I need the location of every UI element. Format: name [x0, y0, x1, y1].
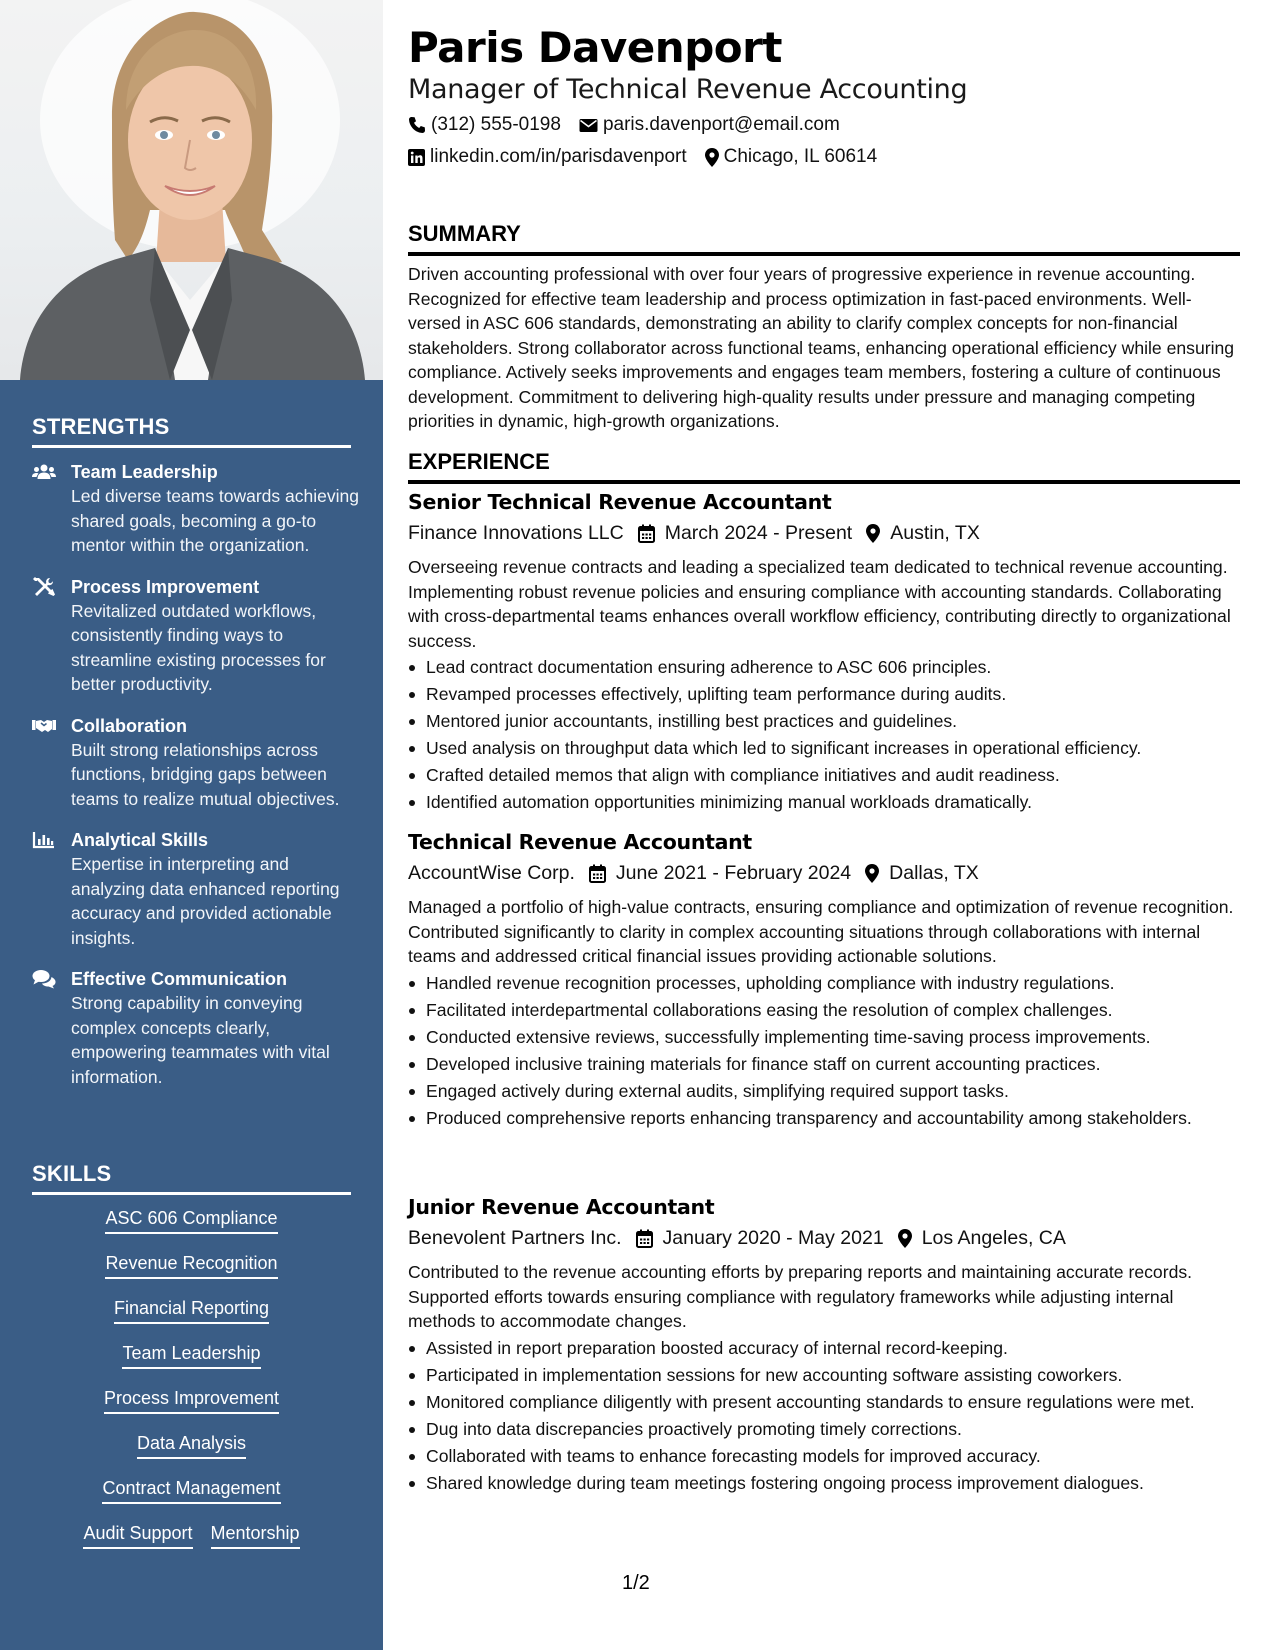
skill-tag: Team Leadership	[122, 1342, 260, 1369]
list-item: Lead contract documentation ensuring adherence to ASC 606 principles.	[408, 655, 1240, 680]
strength-description: Built strong relationships across functions, bridging gaps between teams to realize mutual objectives.	[71, 739, 340, 809]
list-item: Conducted extensive reviews, successfully implementing time-saving process improvements.	[408, 1025, 1240, 1050]
strength-description: Led diverse teams towards achieving shared goals, becoming a go-to mentor within the organization.	[71, 486, 359, 555]
job-location-text: Dallas, TX	[889, 862, 979, 884]
list-item: Collaborated with teams to enhance forecasting models for improved accuracy.	[408, 1444, 1240, 1469]
job-location-text: Los Angeles, CA	[921, 1227, 1066, 1249]
skills-list	[32, 1207, 351, 1567]
linkedin-url: linkedin.com/in/parisdavenport	[430, 146, 687, 167]
summary-text: Driven accounting professional with over four years of progressive experience in revenue accounting. Recognized for effective team leadership and process optimization in fast-paced environments. Well-versed in ASC 606 standards, demonstrating an ability to clarify complex concepts for non-financial stakeholders. Strong collaborator across functional teams, enhancing operational efficiency while ensuring compliance. Actively seeks improvements and engages team members, fostering a culture of continuous development. Commitment to delivering high-quality results under pressure and managing competing priorities in dynamic, high-growth organizations.	[408, 264, 1235, 431]
list-item: Dug into data discrepancies proactively promoting timely corrections.	[408, 1417, 1240, 1442]
skill-tag: Audit Support	[83, 1522, 192, 1549]
phone-icon	[408, 116, 426, 134]
list-item: Mentored junior accountants, instilling best practices and guidelines.	[408, 709, 1240, 734]
job-description: Contributed to the revenue accounting efforts by preparing reports and maintaining accurate records. Supported efforts towards ensuring compliance with regulatory frameworks while adjusting internal methods to accommodate changes.	[408, 1262, 1193, 1331]
contact-line-1	[408, 113, 858, 137]
phone-number: (312) 555-0198	[431, 114, 561, 135]
list-item: Handled revenue recognition processes, upholding compliance with industry regulations.	[408, 971, 1240, 996]
list-item: Participated in implementation sessions for new accounting software assisting coworkers.	[408, 1363, 1240, 1388]
list-item: Shared knowledge during team meetings fostering ongoing process improvement dialogues.	[408, 1471, 1240, 1496]
skill-tag: Data Analysis	[137, 1432, 246, 1459]
strengths-heading: STRENGTHS	[32, 414, 351, 448]
list-item: Crafted detailed memos that align with compliance initiatives and audit readiness.	[408, 763, 1240, 788]
list-item: Revamped processes effectively, uplifting team performance during audits.	[408, 682, 1240, 707]
contact-email	[579, 113, 840, 137]
map-pin-icon	[866, 524, 880, 543]
handshake-icon	[32, 716, 56, 736]
job-location-text: Austin, TX	[890, 522, 980, 544]
sidebar-panel	[0, 380, 383, 1650]
strength-item	[32, 460, 362, 558]
job-description: Managed a portfolio of high-value contracts, ensuring compliance and optimization of revenue recognition. Contributed significantly to clarity in complex accounting situations through collaborations with internal teams and addressed critical financial issues providing actionable solutions.	[408, 897, 1234, 966]
job-title: Senior Technical Revenue Accountant	[408, 490, 832, 514]
profile-photo-illustration	[0, 0, 383, 380]
skills-heading: SKILLS	[32, 1161, 351, 1195]
strengths-list	[32, 460, 362, 1106]
job-location	[865, 859, 979, 887]
strength-description: Strong capability in conveying complex concepts clearly, empowering teammates with vital information.	[71, 993, 330, 1087]
email-address: paris.davenport@email.com	[602, 114, 840, 135]
calendar-icon	[589, 864, 606, 883]
strength-title: Process Improvement	[71, 576, 260, 597]
list-item: Monitored compliance diligently with present accounting standards to ensure regulations were met.	[408, 1390, 1240, 1415]
comments-icon	[32, 969, 56, 989]
job-dates	[638, 519, 853, 547]
envelope-icon	[579, 118, 598, 133]
map-pin-icon	[898, 1229, 912, 1248]
skill-tag: Financial Reporting	[114, 1297, 269, 1324]
strength-title: Team Leadership	[71, 462, 218, 482]
strength-item	[32, 714, 362, 812]
job-meta	[408, 519, 1240, 547]
list-item: Facilitated interdepartmental collaborations easing the resolution of complex challenges.	[408, 998, 1240, 1023]
job-title: Junior Revenue Accountant	[408, 1195, 715, 1219]
skill-tag: Revenue Recognition	[105, 1252, 277, 1279]
strength-title: Analytical Skills	[71, 830, 209, 850]
job-entry	[408, 828, 1240, 1133]
job-bullets	[408, 971, 1240, 1131]
contact-line-2	[408, 145, 895, 169]
strength-title: Collaboration	[71, 715, 187, 736]
calendar-icon	[636, 1229, 653, 1248]
location-text: Chicago, IL 60614	[723, 146, 878, 167]
job-dates-text: January 2020 - May 2021	[662, 1227, 884, 1249]
calendar-icon	[638, 524, 655, 543]
candidate-title: Manager of Technical Revenue Accounting	[408, 74, 968, 105]
job-title: Technical Revenue Accountant	[408, 830, 752, 854]
job-dates	[636, 1224, 884, 1252]
tools-icon	[32, 577, 56, 597]
map-pin-icon	[865, 864, 879, 883]
job-bullets	[408, 1336, 1240, 1496]
strength-description: Expertise in interpreting and analyzing data enhanced reporting accuracy and provided actionable insights.	[71, 854, 340, 948]
skill-tag: ASC 606 Compliance	[105, 1207, 277, 1234]
map-pin-icon	[705, 148, 719, 167]
strength-title: Effective Communication	[71, 969, 288, 989]
summary-heading: SUMMARY	[408, 220, 1240, 256]
linkedin-icon	[408, 149, 425, 166]
list-item: Used analysis on throughput data which led to significant increases in operational efficiency.	[408, 736, 1240, 761]
profile-photo	[0, 0, 383, 380]
chart-bar-icon	[32, 830, 56, 850]
skill-tag: Contract Management	[102, 1477, 280, 1504]
job-location	[898, 1224, 1066, 1252]
page-number: 1/2	[622, 1572, 650, 1594]
strength-item	[32, 967, 362, 1089]
contact-location	[705, 145, 878, 169]
experience-heading: EXPERIENCE	[408, 448, 1240, 484]
sidebar	[0, 0, 383, 1650]
contact-phone	[408, 113, 561, 137]
list-item: Assisted in report preparation boosted accuracy of internal record-keeping.	[408, 1336, 1240, 1361]
contact-linkedin	[408, 145, 687, 169]
skill-tag: Mentorship	[211, 1522, 300, 1549]
job-meta	[408, 859, 1240, 887]
list-item: Identified automation opportunities minimizing manual workloads dramatically.	[408, 790, 1240, 815]
job-company: Finance Innovations LLC	[408, 522, 624, 544]
list-item: Produced comprehensive reports enhancing transparency and accountability among stakeholders.	[408, 1106, 1240, 1131]
skill-tag: Process Improvement	[104, 1387, 279, 1414]
job-dates-text: June 2021 - February 2024	[615, 862, 852, 884]
job-location	[866, 519, 980, 547]
job-entry	[408, 488, 1240, 817]
job-company: AccountWise Corp.	[408, 862, 575, 884]
list-item: Developed inclusive training materials for finance staff on current accounting practices.	[408, 1052, 1240, 1077]
job-dates	[589, 859, 851, 887]
strength-item	[32, 828, 362, 950]
job-bullets	[408, 655, 1240, 815]
list-item: Engaged actively during external audits, simplifying required support tasks.	[408, 1079, 1240, 1104]
users-icon	[32, 462, 56, 482]
strength-item	[32, 575, 362, 697]
job-meta	[408, 1224, 1240, 1252]
job-entry	[408, 1193, 1240, 1498]
job-company: Benevolent Partners Inc.	[408, 1227, 622, 1249]
candidate-name: Paris Davenport	[408, 23, 782, 72]
job-description: Overseeing revenue contracts and leading a specialized team dedicated to technical revenue accounting. Implementing robust revenue policies and ensuring compliance with accounting standards. Collaborating with cross-departmental teams enhances overall workflow efficiency, contributing directly to organizational success.	[408, 557, 1231, 651]
strength-description: Revitalized outdated workflows, consistently finding ways to streamline existing processes for better productivity.	[71, 600, 326, 694]
job-dates-text: March 2024 - Present	[664, 522, 853, 544]
